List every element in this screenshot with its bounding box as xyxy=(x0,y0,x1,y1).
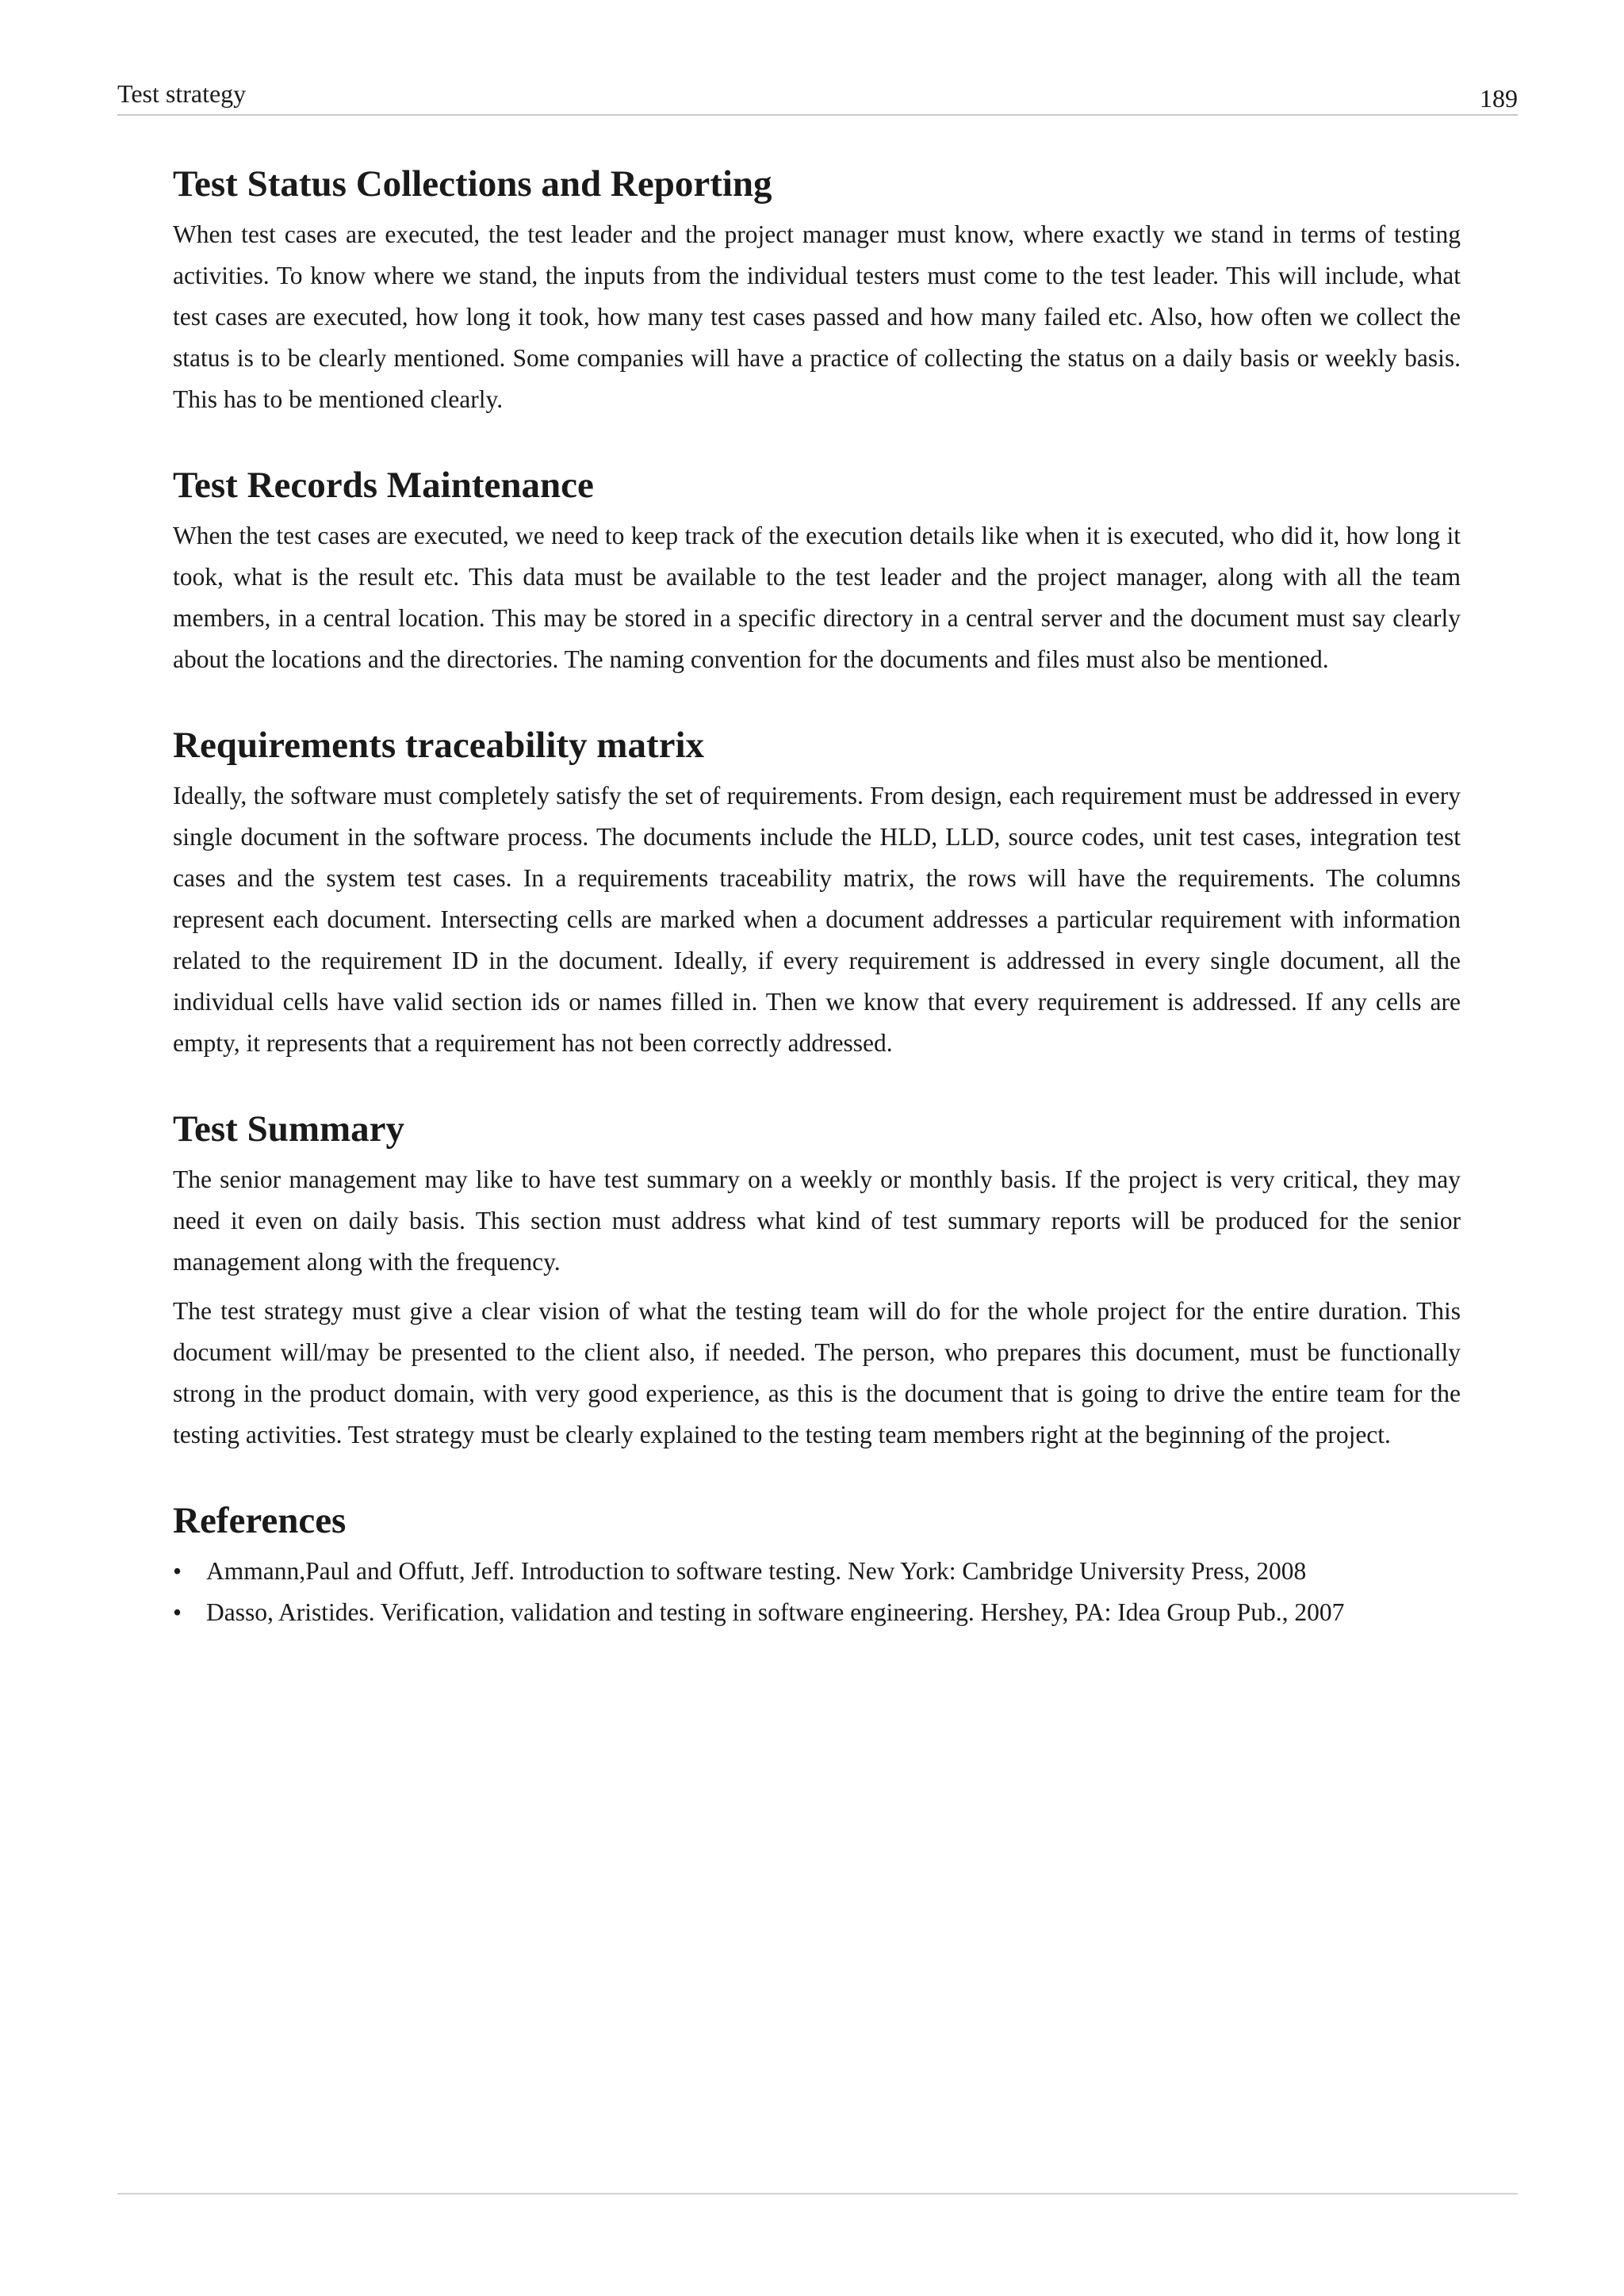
bullet-icon: • xyxy=(173,1598,182,1626)
reference-list xyxy=(173,1551,1461,1633)
section-heading: Test Records Maintenance xyxy=(173,465,594,506)
reference-text: Dasso, Aristides. Verification, validation and testing in software engineering. Hershey, PA: Idea Group Pub., 2007 xyxy=(206,1598,1345,1626)
reference-item xyxy=(173,1592,1461,1633)
section-references xyxy=(173,1498,1461,1633)
section-paragraph: Ideally, the software must completely satisfy the set of requirements. From design, each requirement must be addressed in every single document in the software process. The documents include the HLD, LLD, source codes, unit test cases, integration test cases and the system test cases. In a requirements traceability matrix, the rows will have the requirements. The columns represent each document. Intersecting cells are marked when a document addresses a particular requirement with information related to the requirement ID in the document. Ideally, if every requirement is addressed in every single document, all the individual cells have valid section ids or names filled in. Then we know that every requirement is addressed. If any cells are empty, it represents that a requirement has not been correctly addressed. xyxy=(173,782,1461,1057)
page-number: 189 xyxy=(1480,84,1518,113)
section-paragraph: When the test cases are executed, we need to keep track of the execution details like when it is executed, who did it, how long it took, what is the result etc. This data must be available to the test leader and the project manager, along with all the team members, in a central location. This may be stored in a specific directory in a central server and the document must say clearly about the locations and the directories. The naming convention for the documents and files must also be mentioned. xyxy=(173,522,1461,673)
section-paragraph: When test cases are executed, the test leader and the project manager must know, where exactly we stand in terms of testing activities. To know where we stand, the inputs from the individual testers must come to the test leader. This will include, what test cases are executed, how long it took, how many test cases passed and how many failed etc. Also, how often we collect the status is to be clearly mentioned. Some companies will have a practice of collecting the status on a daily basis or weekly basis. This has to be mentioned clearly. xyxy=(173,220,1461,413)
section-heading: References xyxy=(173,1500,347,1541)
section-test-summary xyxy=(173,1107,1461,1456)
bullet-icon: • xyxy=(173,1557,182,1585)
section-requirements-traceability-matrix xyxy=(173,723,1461,1064)
header-section-name: Test strategy xyxy=(117,79,247,108)
running-header xyxy=(117,76,1518,116)
section-test-status-collections xyxy=(173,162,1461,420)
reference-text: Ammann,Paul and Offutt, Jeff. Introduction to software testing. New York: Cambridge University Press, 2008 xyxy=(206,1557,1307,1585)
section-test-records-maintenance xyxy=(173,463,1461,680)
section-heading: Requirements traceability matrix xyxy=(173,725,705,766)
reference-item xyxy=(173,1551,1461,1592)
section-paragraph: The test strategy must give a clear vision of what the testing team will do for the whole project for the entire duration. This document will/may be presented to the client also, if needed. The person, who prepares this document, must be functionally strong in the product domain, with very good experience, as this is the document that is going to drive the entire team for the testing activities. Test strategy must be clearly explained to the testing team members right at the beginning of the project. xyxy=(173,1297,1461,1448)
section-paragraph: The senior management may like to have test summary on a weekly or monthly basis. If the project is very critical, they may need it even on daily basis. This section must address what kind of test summary reports will be produced for the senior management along with the frequency. xyxy=(173,1165,1461,1276)
footer-rule xyxy=(117,2193,1518,2195)
page-content xyxy=(173,162,1461,1676)
section-heading: Test Summary xyxy=(173,1108,405,1150)
section-heading: Test Status Collections and Reporting xyxy=(173,163,772,205)
